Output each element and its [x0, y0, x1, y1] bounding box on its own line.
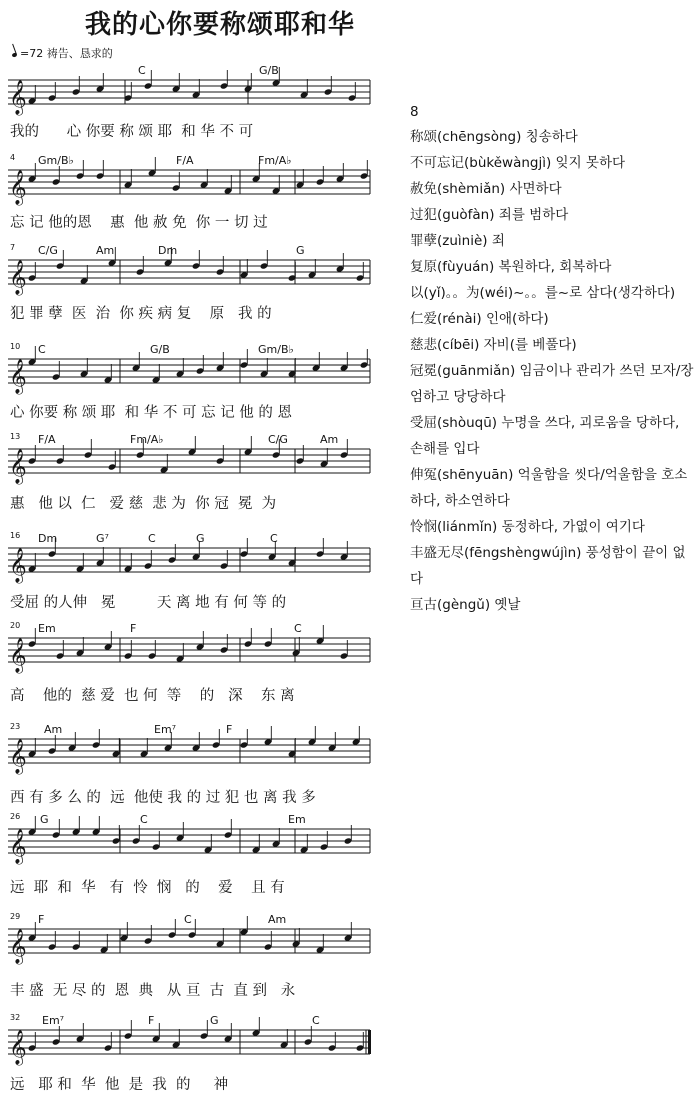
vocab-entry: 伸冤(shēnyuān) 억울함을 씻다/억울함을 호소하다, 하소연하다: [410, 467, 688, 509]
vocab-entry: 怜悯(liánmǐn) 동정하다, 가엾이 여기다: [410, 519, 645, 535]
chord-symbol: Dm: [38, 532, 58, 545]
tempo-value: =72: [20, 47, 44, 60]
measure-number: 13: [10, 432, 21, 441]
vocab-list: [410, 124, 696, 618]
chord-symbol: Fm/A♭: [258, 154, 292, 167]
chord-symbol: F: [226, 723, 233, 736]
treble-clef-icon: 𝄞: [9, 359, 27, 394]
chord-symbol: Dm: [158, 244, 178, 257]
chord-symbol: Am: [96, 244, 115, 257]
measure-number: 20: [10, 621, 21, 630]
chord-symbol: Am: [268, 913, 287, 926]
lyric-line: 心 你要 称 颂 耶 和 华 不 可 忘 记 他 的 恩: [10, 405, 293, 421]
chord-symbol: C: [138, 64, 146, 77]
lyric-line: 我的 心 你要 称 颂 耶 和 华 不 可: [10, 124, 254, 140]
vocab-entry: 亘古(gèngǔ) 옛날: [410, 597, 521, 613]
vocabulary-panel: [410, 100, 696, 618]
vocab-entry: 过犯(guòfàn) 죄를 범하다: [410, 207, 569, 223]
chord-symbol: Gm/B♭: [38, 154, 74, 167]
lyric-line: 西 有 多 么 的 远 他使 我 的 过 犯 也 离 我 多: [10, 790, 316, 806]
lyric-line: 高 他的 慈 爱 也 何 等 的 深 东 离: [10, 688, 295, 704]
lyric-line: 受屈 的人伸 冕 天 离 地 有 何 等 的: [10, 595, 287, 611]
treble-clef-icon: 𝄞: [9, 1030, 27, 1065]
chord-symbol: G: [196, 532, 205, 545]
treble-clef-icon: 𝄞: [9, 739, 27, 774]
lesson-number: 8: [410, 104, 419, 120]
vocab-entry: 受屈(shòuqū) 누명을 쓰다, 괴로움을 당하다, 손해를 입다: [410, 415, 680, 457]
chord-symbol: G: [40, 813, 49, 826]
chord-symbol: G/B: [150, 343, 170, 356]
measure-number: 26: [10, 812, 21, 821]
chord-symbol: G: [296, 244, 305, 257]
measure-number: 16: [10, 531, 21, 540]
measure-number: 7: [10, 243, 16, 252]
chord-symbol: Am: [320, 433, 339, 446]
chord-symbol: Am: [44, 723, 63, 736]
lyric-line: 惠 他 以 仁 爱 慈 悲 为 你 冠 冕 为: [10, 496, 277, 512]
lyric-line: 丰 盛 无 尽 的 恩 典 从 亘 古 直 到 永: [10, 983, 296, 999]
vocab-entry: 不可忘记(bùkěwàngjì) 잊지 못하다: [410, 155, 626, 171]
vocab-entry: 丰盛无尽(fēngshèngwújìn) 풍성함이 끝이 없다: [410, 545, 686, 587]
treble-clef-icon: 𝄞: [9, 170, 27, 205]
chord-symbol: G⁷: [96, 532, 109, 545]
treble-clef-icon: 𝄞: [9, 929, 27, 964]
measure-number: 29: [10, 912, 21, 921]
lyric-line: 远 耶 和 华 他 是 我 的 神: [10, 1077, 229, 1093]
measure-number: 4: [10, 153, 16, 162]
final-bar-line: [368, 1030, 371, 1054]
song-title: 我的心你要称颂耶和华: [84, 10, 355, 40]
chord-symbol: Em: [288, 813, 306, 826]
treble-clef-icon: 𝄞: [9, 449, 27, 484]
treble-clef-icon: 𝄞: [9, 829, 27, 864]
measure-number: 10: [10, 342, 21, 351]
chord-symbol: C: [38, 343, 46, 356]
chord-symbol: Gm/B♭: [258, 343, 294, 356]
chord-symbol: G: [210, 1014, 219, 1027]
vocab-entry: 慈悲(cíbēi) 자비(를 베풀다): [410, 337, 577, 353]
vocab-entry: 复原(fùyuán) 복원하다, 회복하다: [410, 259, 612, 275]
vocab-entry: 罪孽(zuìniè) 죄: [410, 233, 505, 249]
chord-symbol: C: [270, 532, 278, 545]
vocab-entry: 冠冕(guānmiǎn) 임금이나 관리가 쓰던 모자/장엄하고 당당하다: [410, 363, 694, 405]
chord-symbol: C: [148, 532, 156, 545]
expression-text: 祷告、恳求的: [46, 47, 113, 60]
measure-number: 23: [10, 722, 21, 731]
chord-symbol: Em⁷: [154, 723, 177, 736]
measure-number: 32: [10, 1013, 21, 1022]
chord-symbol: F/A: [176, 154, 194, 167]
vocab-entry: 仁爱(rénài) 인애(하다): [410, 311, 549, 327]
chord-symbol: Fm/A♭: [130, 433, 164, 446]
treble-clef-icon: 𝄞: [9, 80, 27, 115]
chord-symbol: Em⁷: [42, 1014, 65, 1027]
chord-symbol: C: [312, 1014, 320, 1027]
chord-symbol: Em: [38, 622, 56, 635]
chord-symbol: F: [130, 622, 137, 635]
chord-symbol: F: [38, 913, 45, 926]
vocab-entry: 以(yǐ)。。为(wéi)~。。를~로 삼다(생각하다): [410, 285, 676, 301]
lyric-line: 忘 记 他的恩 惠 他 赦 免 你 一 切 过: [10, 215, 268, 231]
treble-clef-icon: 𝄞: [9, 638, 27, 673]
chord-symbol: G/B: [259, 64, 279, 77]
chord-symbol: C: [294, 622, 302, 635]
lyric-line: 远 耶 和 华 有 怜 悯 的 爱 且 有: [10, 880, 285, 896]
lyric-line: 犯 罪 孽 医 治 你 疾 病 复 原 我 的: [10, 306, 272, 322]
chord-symbol: F: [148, 1014, 155, 1027]
chord-symbol: C/G: [268, 433, 288, 446]
treble-clef-icon: 𝄞: [9, 548, 27, 583]
chord-symbol: C: [184, 913, 192, 926]
chord-symbol: C/G: [38, 244, 58, 257]
vocab-entry: 赦免(shèmiǎn) 사면하다: [410, 181, 562, 197]
treble-clef-icon: 𝄞: [9, 260, 27, 295]
vocab-entry: 称颂(chēngsòng) 칭송하다: [410, 129, 578, 145]
chord-symbol: C: [140, 813, 148, 826]
chord-symbol: F/A: [38, 433, 56, 446]
